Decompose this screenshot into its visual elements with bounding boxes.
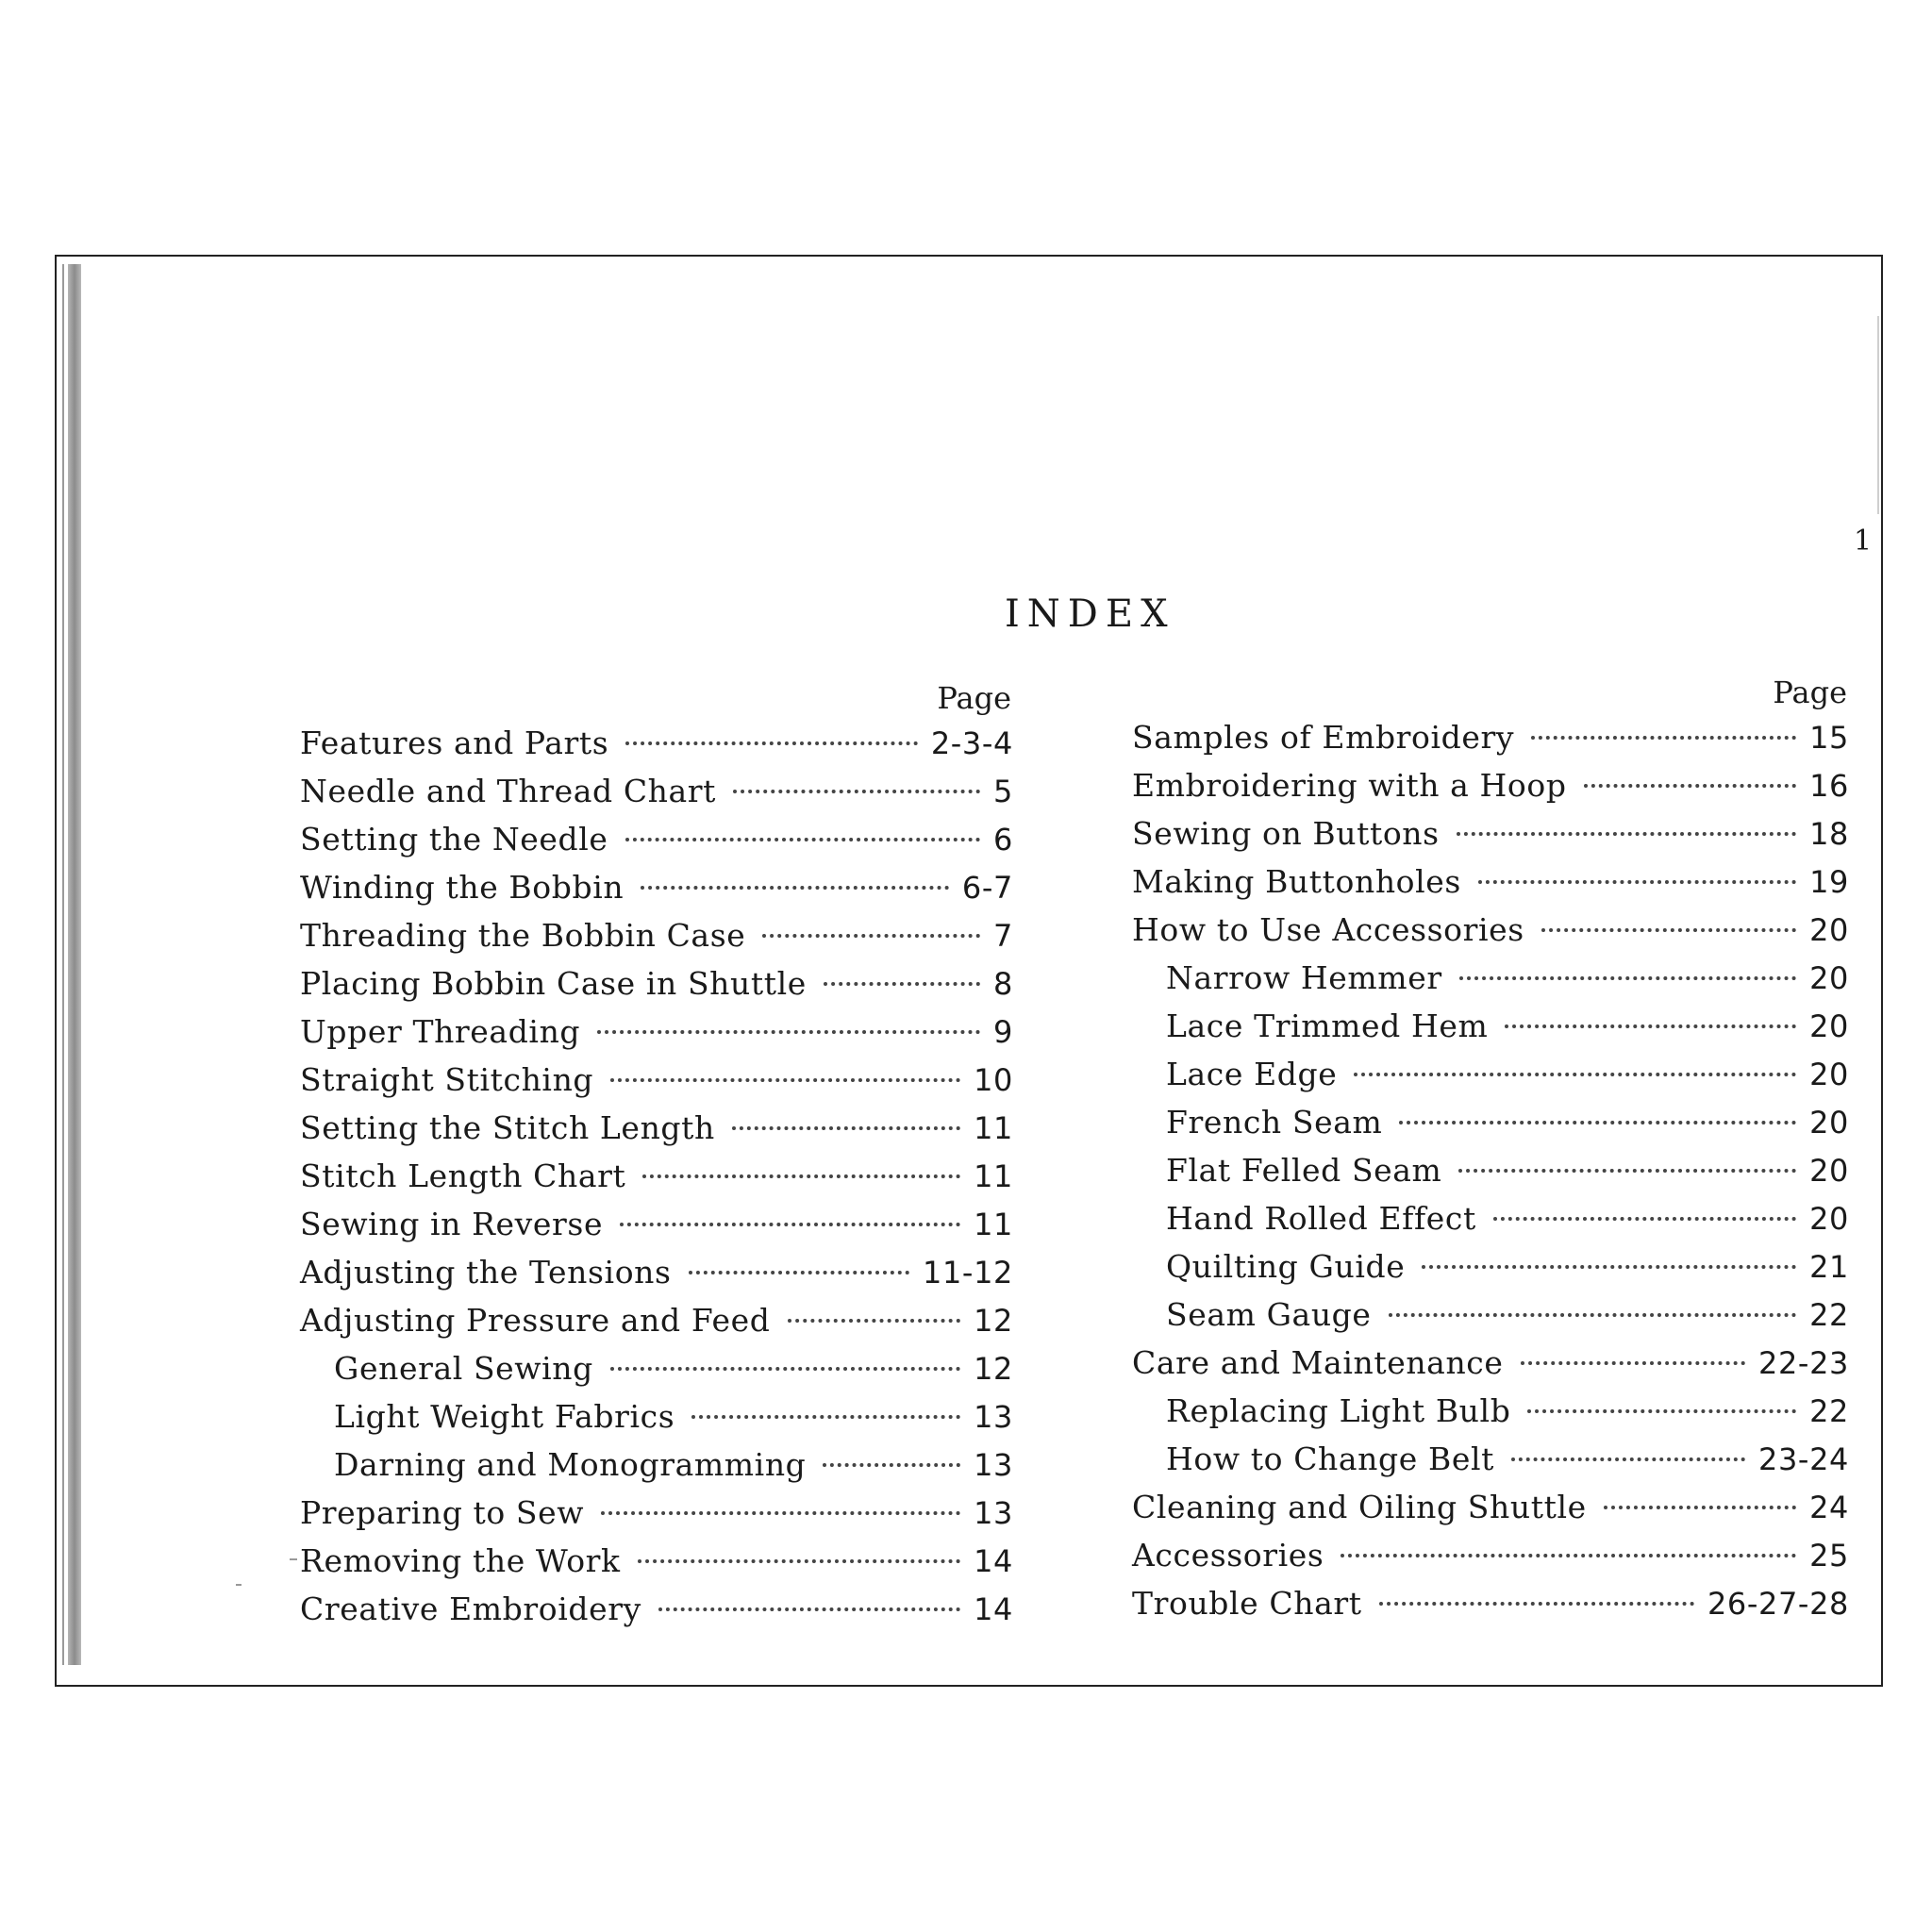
index-entry-page: 21 [1809,1249,1849,1285]
right-edge-line [1877,316,1879,514]
index-entry [1132,809,1849,858]
index-entry-label: Lace Trimmed Hem [1166,1008,1489,1044]
index-entry-label: General Sewing [334,1350,593,1387]
index-entry-page: 14 [974,1591,1013,1627]
index-entry [300,1248,1013,1296]
index-entry [300,1392,1013,1441]
index-entry [1132,713,1849,761]
dot-leader [1541,928,1796,932]
index-entry-label: Adjusting the Tensions [300,1254,672,1291]
index-entry [1132,761,1849,809]
index-entry-label: Stitch Length Chart [300,1158,626,1194]
index-entry [300,1296,1013,1344]
index-entry-label: Creative Embroidery [300,1591,641,1627]
index-entry-page: 15 [1809,720,1849,756]
index-entry-label: Setting the Stitch Length [300,1109,715,1146]
index-entry-label: Upper Threading [300,1013,581,1050]
right-index-list [1132,713,1849,1627]
index-entry-page: 11 [974,1110,1013,1146]
index-entry [300,863,1013,911]
dot-leader [788,1319,961,1323]
index-entry-label: Hand Rolled Effect [1166,1200,1476,1237]
index-entry-label: Adjusting Pressure and Feed [300,1302,771,1339]
index-entry [1132,1483,1849,1531]
index-entry-page: 20 [1809,1057,1849,1092]
dot-leader [1505,1024,1796,1028]
index-entry [300,719,1013,767]
index-entry [1132,858,1849,906]
index-entry-page: 20 [1809,912,1849,948]
index-entry [300,1056,1013,1104]
index-entry [1132,1002,1849,1050]
index-entry [1132,1387,1849,1435]
index-entry-page: 16 [1809,768,1849,804]
index-entry-page: 6-7 [961,870,1013,906]
dot-leader [1341,1554,1796,1557]
index-entry-label: Seam Gauge [1166,1296,1372,1333]
index-entry-label: French Seam [1166,1104,1383,1141]
dot-leader [658,1607,960,1611]
page-number: 1 [1854,525,1873,558]
scan-speck [290,1558,297,1560]
dot-leader [1478,880,1796,884]
index-entry-label: Placing Bobbin Case in Shuttle [300,965,807,1002]
dot-leader [601,1511,960,1515]
dot-leader [824,982,980,986]
index-entry [300,959,1013,1008]
index-entry-page: 13 [974,1399,1013,1435]
dot-leader [1399,1121,1796,1124]
index-entry-page: 12 [974,1303,1013,1339]
index-entry-label: Lace Edge [1166,1056,1338,1092]
index-entry-page: 18 [1809,816,1849,852]
index-entry-page: 25 [1809,1538,1849,1574]
index-entry [300,911,1013,959]
dot-leader [1379,1602,1694,1606]
index-entry-page: 9 [993,1014,1013,1050]
dot-leader [689,1271,909,1274]
index-entry [1132,1531,1849,1579]
index-entry-page: 11 [974,1158,1013,1194]
index-entry [300,1008,1013,1056]
index-entry-page: 20 [1809,1201,1849,1237]
left-index-column [300,677,1013,1633]
index-entry-page: 8 [993,966,1013,1002]
index-entry-label: Narrow Hemmer [1166,959,1442,996]
index-entry-label: Replacing Light Bulb [1166,1392,1511,1429]
index-entry-label: Setting the Needle [300,821,608,858]
index-entry-label: Winding the Bobbin [300,869,625,906]
index-entry-page: 23-24 [1758,1441,1849,1477]
dot-leader [1389,1313,1797,1317]
index-entry [1132,1194,1849,1242]
index-entry [1132,1146,1849,1194]
index-entry-page: 19 [1809,864,1849,900]
index-entry-label: Removing the Work [300,1542,621,1579]
index-entry [300,1344,1013,1392]
index-entry-page: 7 [993,918,1013,954]
index-entry-page: 11 [974,1207,1013,1242]
page-column-header: Page [937,680,1011,716]
index-entry-page: 12 [974,1351,1013,1387]
index-entry-label: Cleaning and Oiling Shuttle [1132,1489,1587,1525]
index-entry-page: 5 [993,774,1013,809]
dot-leader [1493,1217,1796,1221]
index-entry-page: 14 [974,1543,1013,1579]
index-entry-page: 20 [1809,1105,1849,1141]
index-entry [300,1104,1013,1152]
index-entry-page: 20 [1809,960,1849,996]
page-title: INDEX [1005,592,1175,636]
index-entry [1132,1339,1849,1387]
index-entry [300,1200,1013,1248]
index-entry [1132,1242,1849,1291]
dot-leader [1458,1169,1796,1173]
index-entry [1132,1579,1849,1627]
index-entry-label: Preparing to Sew [300,1494,585,1531]
index-entry-label: Samples of Embroidery [1132,719,1515,756]
index-entry [1132,906,1849,954]
index-entry-page: 13 [974,1495,1013,1531]
dot-leader [762,934,980,938]
index-entry-page: 20 [1809,1153,1849,1189]
dot-leader [610,1367,960,1371]
index-entry-label: Threading the Bobbin Case [300,917,746,954]
dot-leader [1457,832,1796,836]
index-entry-label: Light Weight Fabrics [334,1398,675,1435]
index-entry-label: How to Change Belt [1166,1441,1494,1477]
index-entry [1132,1435,1849,1483]
index-entry-label: Quilting Guide [1166,1248,1406,1285]
dot-leader [1511,1457,1745,1461]
dot-leader [620,1223,960,1226]
dot-leader [1584,784,1797,788]
index-entry-page: 2-3-4 [930,725,1013,761]
index-entry [1132,954,1849,1002]
dot-leader [642,1174,960,1178]
index-entry-label: Care and Maintenance [1132,1344,1504,1381]
index-entry [300,1585,1013,1633]
scan-speck [236,1584,242,1586]
index-entry-page: 20 [1809,1008,1849,1044]
dot-leader [1531,736,1796,740]
dot-leader [625,838,980,841]
index-entry [300,767,1013,815]
dot-leader [823,1463,960,1467]
dot-leader [691,1415,960,1419]
dot-leader [1604,1506,1796,1509]
index-entry-page: 24 [1809,1490,1849,1525]
index-entry-label: Making Buttonholes [1132,863,1461,900]
right-index-column [1132,672,1849,1627]
index-entry-label: Trouble Chart [1132,1585,1362,1622]
index-entry-page: 13 [974,1447,1013,1483]
index-entry-label: Needle and Thread Chart [300,773,717,809]
index-entry [1132,1050,1849,1098]
dot-leader [638,1559,960,1563]
index-entry-label: Darning and Monogramming [334,1446,807,1483]
binding-edge-line [62,264,64,1665]
dot-leader [1422,1265,1796,1269]
index-entry-label: Embroidering with a Hoop [1132,767,1567,804]
index-entry [300,1489,1013,1537]
dot-leader [1354,1073,1796,1076]
index-entry-label: Sewing on Buttons [1132,815,1440,852]
index-entry-page: 22-23 [1758,1345,1849,1381]
dot-leader [641,886,949,890]
dot-leader [1521,1361,1746,1365]
index-entry [1132,1291,1849,1339]
page-column-header: Page [1773,675,1847,710]
dot-leader [1527,1409,1796,1413]
left-index-list [300,719,1013,1633]
index-entry-page: 26-27-28 [1707,1586,1849,1622]
index-entry-label: Accessories [1132,1537,1324,1574]
index-entry-label: Sewing in Reverse [300,1206,604,1242]
dot-leader [625,741,918,745]
index-entry [300,1152,1013,1200]
index-entry-label: How to Use Accessories [1132,911,1524,948]
dot-leader [1459,976,1796,980]
index-entry-label: Flat Felled Seam [1166,1152,1442,1189]
index-entry [300,1537,1013,1585]
index-entry-page: 22 [1809,1297,1849,1333]
index-entry-page: 11-12 [923,1255,1013,1291]
index-entry-page: 10 [974,1062,1013,1098]
dot-leader [597,1030,980,1034]
dot-leader [732,1126,960,1130]
index-entry-page: 6 [993,822,1013,858]
index-entry-label: Features and Parts [300,724,609,761]
dot-leader [733,790,980,793]
index-entry [300,1441,1013,1489]
index-entry [300,815,1013,863]
index-entry [1132,1098,1849,1146]
dot-leader [610,1078,960,1082]
binding-edge-shadow [68,264,81,1665]
index-entry-label: Straight Stitching [300,1061,594,1098]
index-entry-page: 22 [1809,1393,1849,1429]
